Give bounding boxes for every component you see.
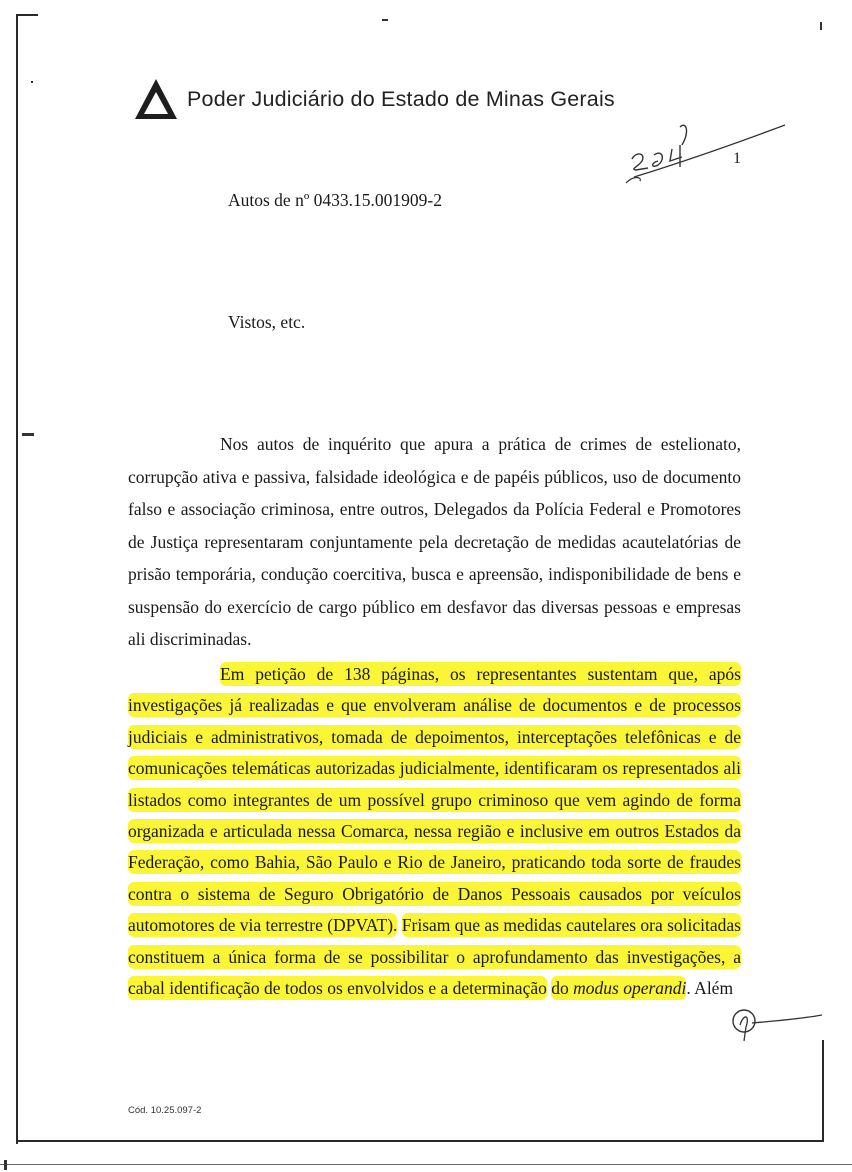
- triangle-emblem-icon: [133, 76, 179, 122]
- case-number: Autos de nº 0433.15.001909-2: [228, 190, 442, 210]
- scan-border-left: [16, 14, 18, 1144]
- paragraph-1: [128, 428, 741, 656]
- greeting: Vistos, etc.: [228, 312, 306, 332]
- scan-speck: [31, 81, 33, 83]
- scan-border-bottom: [16, 1140, 824, 1142]
- scan-border-top: [16, 14, 38, 16]
- scan-speck: [820, 22, 822, 30]
- text-suffix: . Além: [686, 978, 734, 999]
- highlighted-text: Em petição de 138 páginas, os representantes sustentam que, após investigações já realizadas e que envolveram análise de documentos e de processos judiciais e administrativos, tomada de depoimentos, interceptações telefônicas e de comunicações telemáticas autorizadas judicialmente, identificaram os representados ali listados como integrantes de um possível grupo criminoso que vem agindo de forma organizada e articulada nessa Comarca, nessa região e inclusive em outros Estados da Federação, como Bahia, São Paulo e Rio de Janeiro, praticando toda sorte de fraudes contra o sistema de Seguro Obrigatório de Danos Pessoais causados por veículos automotores de via terrestre (DPVAT).: [128, 664, 741, 936]
- document-header: [133, 74, 615, 124]
- handwritten-margin-mark: [730, 995, 825, 1045]
- scan-bottom-line: [0, 1164, 852, 1165]
- page-number: 1: [733, 150, 741, 167]
- scan-speck: [22, 433, 34, 436]
- court-name: Poder Judiciário do Estado de Minas Gerais: [187, 86, 615, 111]
- text-prefix: do: [551, 978, 569, 999]
- scan-speck: [382, 19, 388, 21]
- paragraph-1-text: Nos autos de inquérito que apura a prática de crimes de estelionato, corrupção ativa e passiva, falsidade ideológica e de papéis públicos, uso de documento falso e associação criminosa, entre outros, Delegados da Polícia Federal e Promotores de Justiça representaram conjuntamente pela decretação de medidas acautelatórias de prisão temporária, condução coercitiva, busca e apreensão, indisponibilidade de bens e suspensão do exercício de cargo público em desfavor das diversas pessoas e empresas ali discriminadas.: [128, 434, 741, 649]
- paragraph-2: [128, 659, 741, 1004]
- document-code: Cód. 10.25.097-2: [128, 1105, 202, 1116]
- scan-border-right: [822, 1040, 824, 1140]
- scan-speck: [4, 1160, 7, 1170]
- handwritten-folio-signature: [620, 115, 795, 190]
- highlighted-text: [551, 976, 686, 1000]
- highlighted-text: Frisam que as medidas cautelares ora solicitadas constituem a única forma de se possibilitar o aprofundamento das investigações, a cabal identificação de todos os envolvidos e a determinação: [128, 915, 741, 999]
- italic-term: modus operandi: [573, 978, 687, 999]
